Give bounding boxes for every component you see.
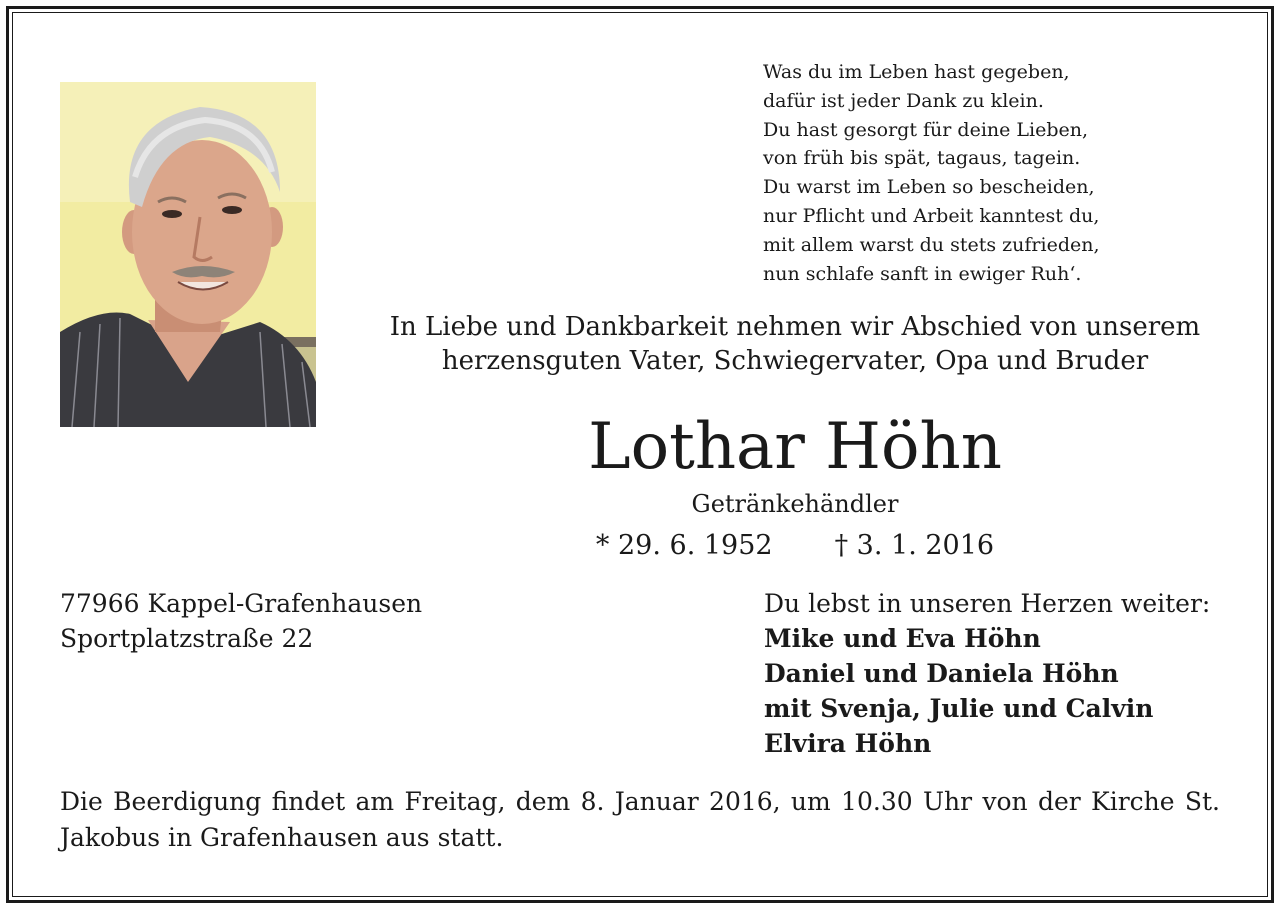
poem-line: dafür ist jeder Dank zu klein. — [763, 89, 1044, 112]
poem-line: Du warst im Leben so bescheiden, — [763, 176, 1095, 199]
memorial-poem — [763, 58, 1183, 288]
funeral-notice: Die Beerdigung findet am Freitag, dem 8. Januar 2016, um 10.30 Uhr von der Kirche St. Jakobus in Grafenhausen aus statt. — [60, 787, 1220, 852]
mourner-family: Daniel und Daniela Höhn — [764, 659, 1119, 688]
mourner-family: Mike und Eva Höhn — [764, 624, 1041, 653]
poem-line: Was du im Leben hast gegeben, — [763, 61, 1070, 83]
birth-date: * 29. 6. 1952 — [595, 530, 773, 561]
intro-line: In Liebe und Dankbarkeit nehmen wir Abschied von unserem — [389, 312, 1201, 342]
intro-line: herzensguten Vater, Schwiegervater, Opa und Bruder — [441, 346, 1149, 376]
address-line-street: Sportplatzstraße 22 — [60, 624, 314, 653]
poem-line: Du hast gesorgt für deine Lieben, — [763, 118, 1089, 141]
deceased-occupation: Getränkehändler — [691, 490, 899, 518]
mourners-block — [764, 586, 1210, 761]
death-date: † 3. 1. 2016 — [834, 530, 995, 561]
address-line-city: 77966 Kappel-Grafenhausen — [60, 589, 423, 618]
mourner-family: Elvira Höhn — [764, 729, 932, 758]
life-dates — [400, 528, 1190, 564]
poem-line: von früh bis spät, tagaus, tagein. — [763, 147, 1081, 170]
poem-line: nur Pflicht und Arbeit kanntest du, — [763, 204, 1100, 227]
poem-line: nun schlafe sanft in ewiger Ruh‘. — [763, 262, 1082, 285]
mourners-heading: Du lebst in unseren Herzen weiter: — [764, 589, 1211, 618]
poem-line: mit allem warst du stets zufrieden, — [763, 233, 1100, 256]
family-address — [60, 586, 422, 656]
mourner-family: mit Svenja, Julie und Calvin — [764, 694, 1154, 723]
portrait-photo — [60, 82, 316, 427]
deceased-name: Lothar Höhn — [588, 410, 1002, 484]
farewell-intro — [330, 310, 1260, 378]
